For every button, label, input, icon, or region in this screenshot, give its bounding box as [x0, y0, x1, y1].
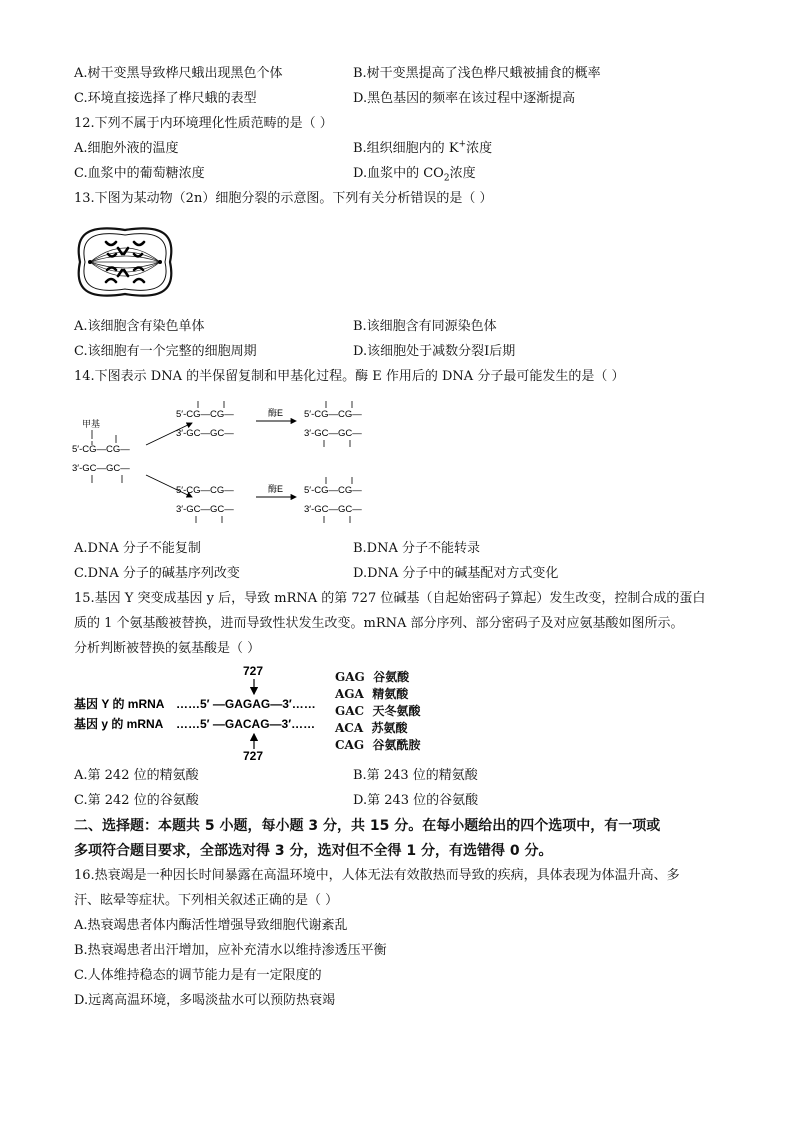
q14-stem: 14.下图表示 DNA 的半保留复制和甲基化过程。酶 E 作用后的 DNA 分子最可能发生的是（ ） — [74, 369, 625, 384]
q16-option-d: D.远离高温环境，多喝淡盐水可以预防热衰竭 — [74, 993, 336, 1008]
parent-strand-top: 5′-CG—CG— — [72, 444, 130, 455]
lower-result-top: 5′-CG—CG— — [304, 485, 362, 496]
q13-option-d: D.该细胞处于减数分裂Ⅰ后期 — [353, 344, 516, 359]
dna-methylation-diagram — [64, 395, 384, 530]
q15-stem-line2: 质的 1 个氨基酸被替换，进而导致性状发生改变。mRNA 部分序列、部分密码子及对应氨基酸如图所示。 — [74, 616, 684, 631]
q15-option-b: B.第 243 位的精氨酸 — [353, 768, 478, 783]
mrna-row-y-mut-sequence: ……5′ —GACAG—3′…… — [176, 717, 316, 731]
upper-daughter-bottom: 3′-GC—GC— — [176, 428, 234, 439]
codon-row-4: ACA 苏氨酸 — [335, 721, 408, 735]
q15-option-c: C.第 242 位的谷氨酸 — [74, 793, 199, 808]
q12-stem: 12.下列不属于内环境理化性质范畴的是（ ） — [74, 116, 333, 131]
q16-option-a: A.热衰竭患者体内酶活性增强导致细胞代谢紊乱 — [74, 918, 348, 933]
parent-strand-bottom: 3′-GC—GC— — [72, 463, 130, 474]
mrna-row-y-sequence: ……5′ —GAGAG—3′…… — [176, 697, 316, 711]
mrna-row-y-label: 基因 Y 的 mRNA — [74, 697, 165, 711]
position-727-bottom: 727 — [243, 749, 264, 762]
lower-daughter-bottom: 3′-GC—GC— — [176, 504, 234, 515]
cell-division-figure — [72, 220, 178, 304]
q12-option-b: B.组织细胞内的 K+浓度 — [353, 139, 493, 156]
q14-option-c: C.DNA 分子的碱基序列改变 — [74, 566, 240, 581]
q15-stem-line1: 15.基因 Y 突变成基因 y 后，导致 mRNA 的第 727 位碱基（自起始密码子算起）发生改变，控制合成的蛋白 — [74, 591, 706, 606]
upper-result-top: 5′-CG—CG— — [304, 409, 362, 420]
lower-daughter-top: 5′-CG—CG— — [176, 485, 234, 496]
q16-option-b: B.热衰竭患者出汗增加，应补充清水以维持渗透压平衡 — [74, 943, 387, 958]
codon-row-3: GAC 天冬氨酸 — [335, 704, 421, 718]
q15-option-d: D.第 243 位的谷氨酸 — [353, 793, 479, 808]
upper-result-bottom: 3′-GC—GC— — [304, 428, 362, 439]
q11-option-d: D.黑色基因的频率在该过程中逐渐提高 — [353, 91, 576, 106]
q14-option-a: A.DNA 分子不能复制 — [74, 541, 201, 556]
methyl-label: 甲基 — [82, 419, 101, 429]
q14-option-d: D.DNA 分子中的碱基配对方式变化 — [353, 566, 559, 581]
q11-option-a: A.树干变黑导致桦尺蛾出现黑色个体 — [74, 66, 283, 81]
codon-row-2: AGA 精氨酸 — [335, 687, 409, 701]
codon-row-5: CAG 谷氨酰胺 — [335, 738, 421, 752]
q12-option-a: A.细胞外液的温度 — [74, 141, 179, 156]
q16-stem-line2: 汗、眩晕等症状。下列相关叙述正确的是（ ） — [74, 893, 339, 908]
q16-stem-line1: 16.热衰竭是一种因长时间暴露在高温环境中，人体无法有效散热而导致的疾病，具体表现为体温升高、多 — [74, 868, 680, 883]
q11-option-b: B.树干变黑提高了浅色桦尺蛾被捕食的概率 — [353, 66, 601, 81]
q13-stem: 13.下图为某动物（2n）细胞分裂的示意图。下列有关分析错误的是（ ） — [74, 191, 493, 206]
q12-option-d: D.血浆中的 $CO_2$浓度 — [353, 166, 476, 184]
q11-option-c: C.环境直接选择了桦尺蛾的表型 — [74, 91, 257, 106]
position-727-top: 727 — [243, 664, 264, 678]
codon-row-1: GAG 谷氨酸 — [335, 670, 410, 684]
q13-option-c: C.该细胞有一个完整的细胞周期 — [74, 344, 257, 359]
q12-option-c: C.血浆中的葡萄糖浓度 — [74, 166, 205, 181]
section-2-header-line2: 多项符合题目要求，全部选对得 3 分，选对但不全得 1 分，有选错得 0 分。 — [74, 843, 553, 859]
enzyme-e-label-upper: 酶E — [268, 408, 284, 418]
q16-option-c: C.人体维持稳态的调节能力是有一定限度的 — [74, 968, 322, 983]
upper-daughter-top: 5′-CG—CG— — [176, 409, 234, 420]
q14-option-b: B.DNA 分子不能转录 — [353, 541, 481, 556]
enzyme-e-label-lower: 酶E — [268, 484, 284, 494]
q13-option-b: B.该细胞含有同源染色体 — [353, 319, 497, 334]
q13-option-a: A.该细胞含有染色单体 — [74, 319, 205, 334]
q15-option-a: A.第 242 位的精氨酸 — [74, 768, 199, 783]
mrna-row-y-mut-label: 基因 y 的 mRNA — [74, 717, 164, 731]
q15-stem-line3: 分析判断被替换的氨基酸是（ ） — [74, 641, 261, 656]
section-2-header-line1: 二、选择题：本题共 5 小题，每小题 3 分，共 15 分。在每小题给出的四个选项中，有一项或 — [74, 818, 661, 834]
lower-result-bottom: 3′-GC—GC— — [304, 504, 362, 515]
mrna-diagram — [72, 662, 334, 762]
